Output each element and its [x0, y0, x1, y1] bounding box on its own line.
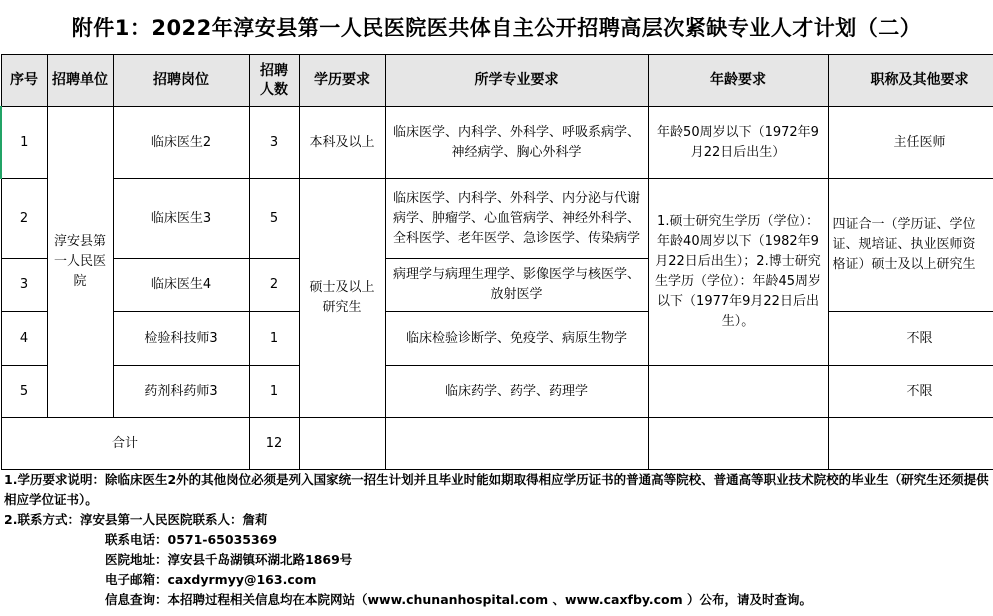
seq-cell: 4 [1, 312, 47, 366]
seq-cell: 2 [1, 179, 47, 259]
table-row [1, 312, 993, 366]
unit-cell: 淳安县第一人民医院 [47, 107, 113, 418]
page-title: 附件1：2022年淳安县第一人民医院医共体自主公开招聘高层次紧缺专业人才计划（二） [71, 16, 922, 40]
table-header-row [1, 55, 993, 107]
major-cell: 临床医学、内科学、外科学、呼吸系病学、神经病学、胸心外科学 [385, 107, 648, 179]
header-age: 年龄要求 [648, 55, 828, 107]
total-label: 合计 [1, 418, 249, 470]
seq-cell: 3 [1, 259, 47, 312]
title-req-cell: 主任医师 [828, 107, 993, 179]
count-cell: 1 [249, 312, 299, 366]
count-cell: 3 [249, 107, 299, 179]
header-edu: 学历要求 [299, 55, 385, 107]
post-cell: 检验科技师3 [113, 312, 249, 366]
total-empty [299, 418, 385, 470]
seq-cell: 5 [1, 366, 47, 418]
total-row [1, 418, 993, 470]
major-cell: 临床药学、药学、药理学 [385, 366, 648, 418]
edu-note: 1.学历要求说明：除临床医生2外的其他岗位必须是列入国家统一招生计划并且毕业时能如期取得相应学历证书的普通高等院校、普通高等职业技术院校的毕业生（研究生还须提供相应学位证书）。 [4, 472, 989, 507]
post-cell: 临床医生4 [113, 259, 249, 312]
header-count: 招聘人数 [249, 55, 299, 107]
header-unit: 招聘单位 [47, 55, 113, 107]
total-empty [828, 418, 993, 470]
cert-cell [828, 179, 993, 312]
count-cell: 1 [249, 366, 299, 418]
header-seq: 序号 [1, 55, 47, 107]
header-major: 所学专业要求 [385, 55, 648, 107]
count-cell: 2 [249, 259, 299, 312]
cert-line: 证、规培证、执业医师资 [832, 237, 976, 252]
table-row [1, 179, 993, 259]
total-empty [648, 418, 828, 470]
age-cell: 年龄50周岁以下（1972年9月22日后出生） [648, 107, 828, 179]
age-cell-empty [648, 366, 828, 418]
edu-cell-merged: 硕士及以上研究生 [299, 179, 385, 418]
header-post: 招聘岗位 [113, 55, 249, 107]
header-title-req: 职称及其他要求 [828, 55, 993, 107]
cert-line: 四证合一（学历证、学位 [832, 217, 976, 232]
notes-section [0, 470, 993, 616]
seq-cell: 1 [1, 107, 47, 179]
phone-line: 联系电话：0571-65035369 [105, 532, 278, 547]
major-cell: 临床医学、内科学、外科学、内分泌与代谢病学、肿瘤学、心血管病学、神经外科学、全科医学、老年医学、急诊医学、传染病学 [385, 179, 648, 259]
major-cell: 临床检验诊断学、免疫学、病原生物学 [385, 312, 648, 366]
post-cell: 药剂科药师3 [113, 366, 249, 418]
contact-line: 2.联系方式：淳安县第一人民医院联系人：詹莉 [4, 512, 268, 527]
table-row [1, 366, 993, 418]
count-cell: 5 [249, 179, 299, 259]
title-req-cell: 不限 [828, 312, 993, 366]
cert-line: 格证）硕士及以上研究生 [832, 257, 976, 272]
address-line: 医院地址：淳安县千岛湖镇环湖北路1869号 [105, 552, 353, 567]
post-cell: 临床医生2 [113, 107, 249, 179]
info-line: 信息查询：本招聘过程相关信息均在本院网站（www.chunanhospital.com 、www.caxfby.com ）公布，请及时查询。 [105, 592, 813, 607]
total-value: 12 [249, 418, 299, 470]
title-req-cell: 不限 [828, 366, 993, 418]
table-row [1, 107, 993, 179]
total-empty [385, 418, 648, 470]
edu-cell: 本科及以上 [299, 107, 385, 179]
major-cell: 病理学与病理生理学、影像医学与核医学、放射医学 [385, 259, 648, 312]
recruitment-table [0, 54, 993, 470]
age-cell-merged: 1.硕士研究生学历（学位）：年龄40周岁以下（1982年9月22日后出生）；2.博士研究生学历（学位）：年龄45周岁以下（1977年9月22日后出生）。 [648, 179, 828, 366]
email-line: 电子邮箱：caxdyrmyy@163.com [105, 572, 317, 587]
post-cell: 临床医生3 [113, 179, 249, 259]
